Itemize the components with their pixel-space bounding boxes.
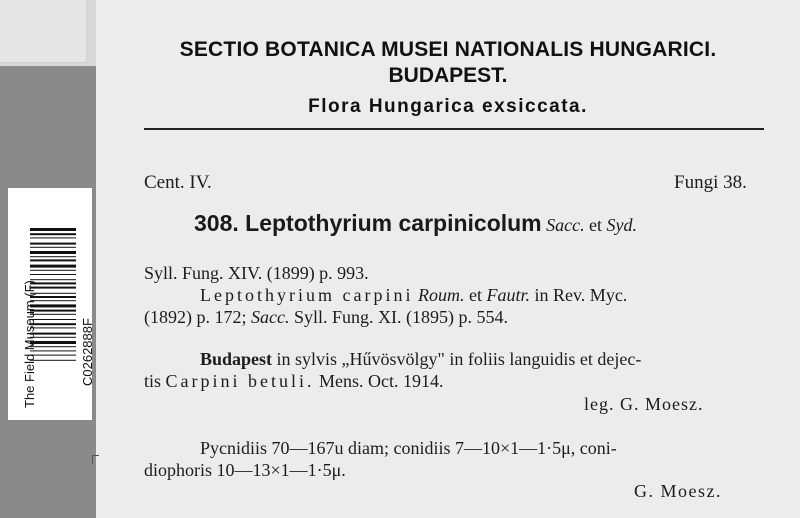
species-title: [194, 210, 637, 237]
species-name: 308. Leptothyrium carpinicolum: [194, 210, 542, 236]
barcode-stripe: [30, 256, 76, 257]
synonym-author-2: Fautr.: [486, 285, 530, 305]
author-signature: G. Moesz.: [634, 481, 722, 501]
barcode-stripe: [30, 270, 76, 271]
description-line-2: diophoris 10—13×1—1·5μ.: [144, 460, 346, 480]
collection-date: Mens. Oct. 1914.: [319, 371, 444, 391]
barcode-stripe: [30, 274, 76, 275]
locality-city: Budapest: [200, 349, 273, 369]
corner-mark: [92, 455, 99, 464]
barcode-stripe: [30, 233, 76, 235]
collector-text: leg. G. Moesz.: [584, 394, 704, 414]
paper-tab-inner: [0, 0, 87, 63]
locality-habitat: in sylvis „Hűvösvölgy" in foliis languidis et dejec-: [276, 349, 642, 369]
barcode-stripe: [30, 228, 76, 231]
barcode-stripe: [30, 265, 76, 268]
host-name: Carpini betuli.: [165, 371, 315, 391]
collector: [584, 394, 703, 415]
reference-line-2: [200, 285, 627, 306]
barcode-stripe: [30, 251, 76, 254]
species-author-et: et: [589, 215, 603, 235]
herbarium-label: [96, 0, 800, 518]
barcode-institution: The Field Museum (F): [22, 280, 37, 408]
reference-source: Syll. Fung. XI. (1895) p. 554.: [293, 307, 508, 327]
barcode-sticker: [8, 188, 95, 420]
header-institution: SECTIO BOTANICA MUSEI NATIONALIS HUNGARICI.: [179, 38, 717, 61]
reference-line-1: Syll. Fung. XIV. (1899) p. 993.: [144, 263, 369, 283]
barcode-stripe: [30, 243, 76, 245]
barcode-stripe: [30, 237, 76, 238]
reference-author: Sacc.: [251, 307, 290, 327]
locality-line-1: [200, 349, 641, 370]
barcode-stripe: [30, 247, 76, 248]
synonym-author-et: et: [468, 285, 482, 305]
header-rule: [144, 128, 764, 130]
fungi-number: Fungi 38.: [674, 172, 747, 193]
synonym-author-1: Roum.: [417, 285, 465, 305]
reference-line-3: [144, 307, 508, 328]
barcode-stripe: [30, 259, 76, 261]
barcode-number: C0262888F: [80, 318, 95, 386]
paper-tab: [0, 0, 96, 66]
century-number: Cent. IV.: [144, 172, 212, 193]
synonym-name: Leptothyrium carpini: [200, 285, 414, 305]
header-city: BUDAPEST.: [388, 64, 508, 87]
locality-continuation: tis: [144, 371, 162, 391]
synonym-reference: in Rev. Myc.: [534, 285, 628, 305]
reference-year: (1892) p. 172;: [144, 307, 247, 327]
description-line-1: Pycnidiis 70—167u diam; conidiis 7—10×1—1·5μ, coni-: [200, 438, 617, 458]
locality-line-2: [144, 371, 444, 392]
header-series: Flora Hungarica exsiccata.: [308, 96, 588, 117]
species-author-2: Syd.: [606, 215, 637, 235]
species-author-1: Sacc.: [546, 215, 585, 235]
